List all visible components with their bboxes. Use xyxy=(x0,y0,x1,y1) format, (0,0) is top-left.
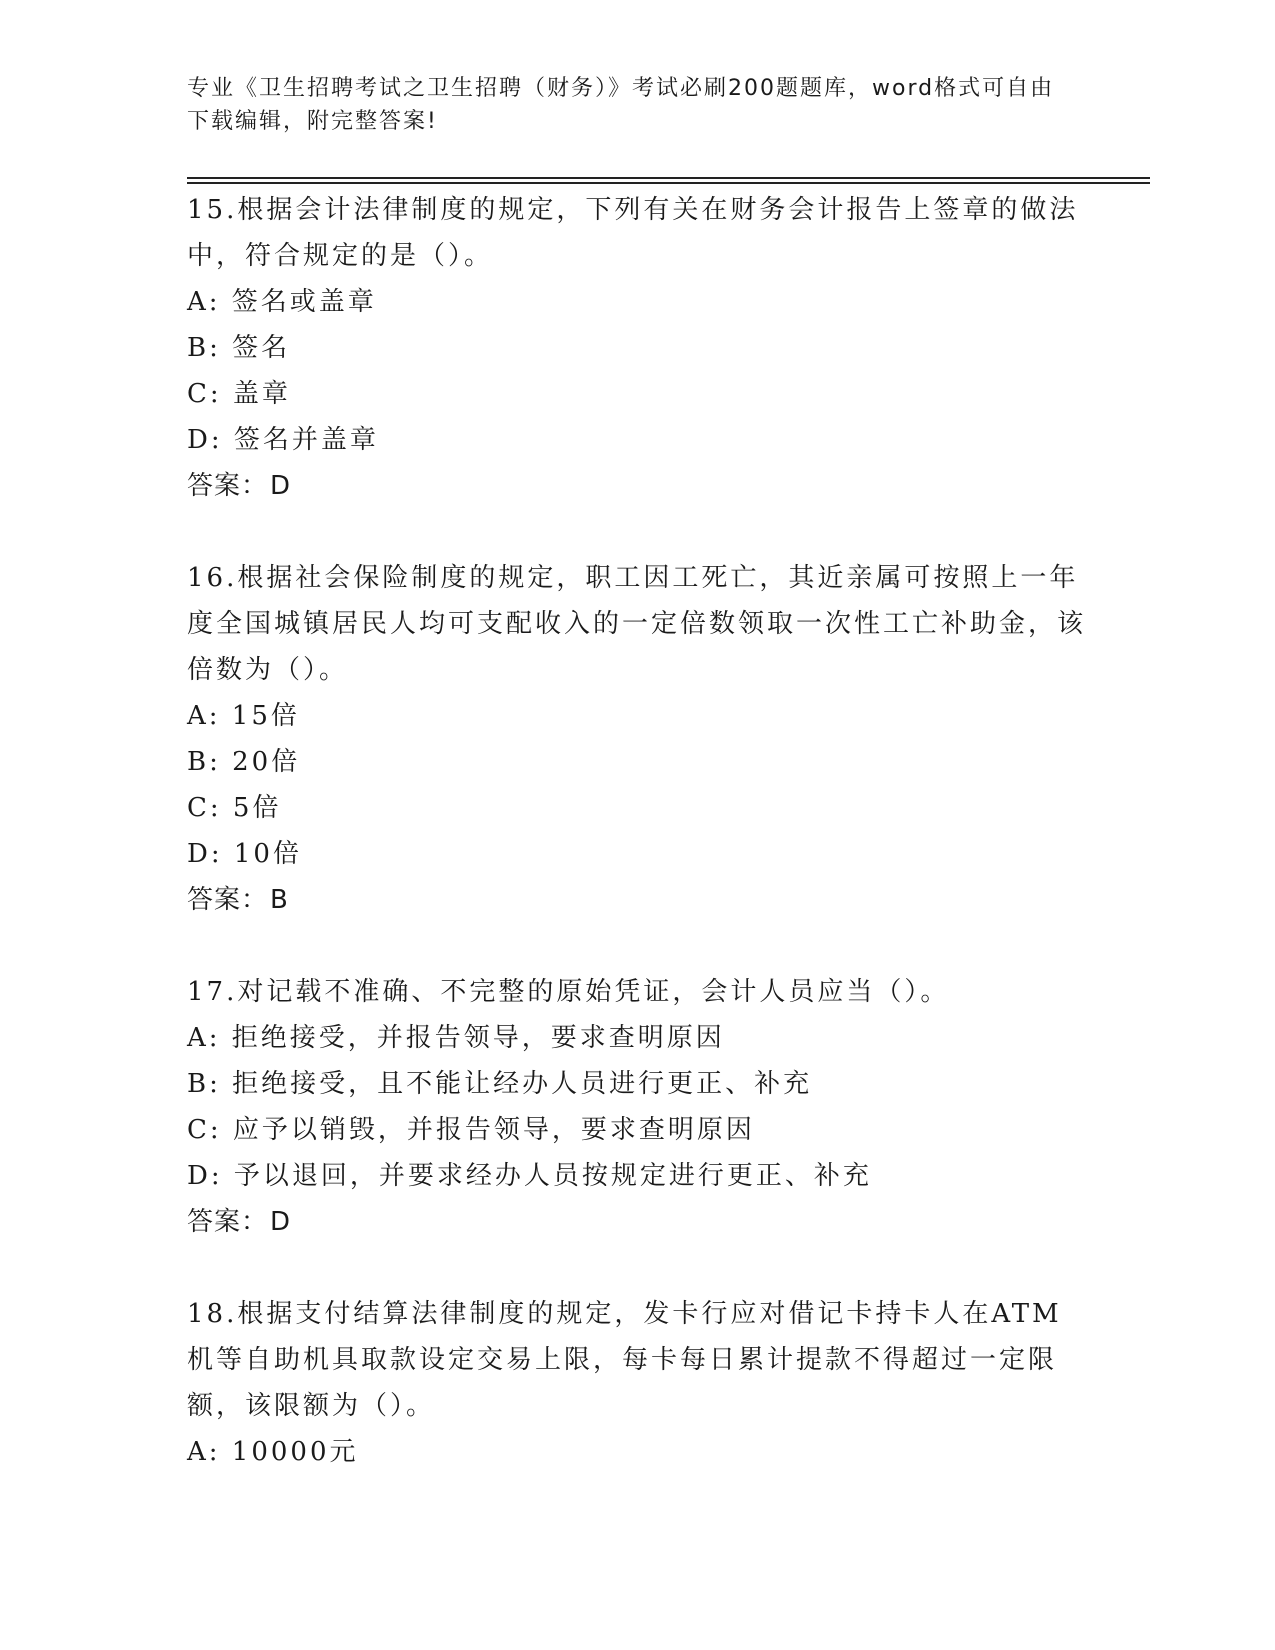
question-15 xyxy=(187,187,1087,509)
option-d: D: 予以退回，并要求经办人员按规定进行更正、补充 xyxy=(187,1161,872,1191)
question-list xyxy=(187,187,1087,1475)
option-c: C: 5倍 xyxy=(187,793,282,823)
question-stem: 16.根据社会保险制度的规定，职工因工死亡，其近亲属可按照上一年度全国城镇居民人均可支配收入的一定倍数领取一次性工亡补助金，该倍数为（）。 xyxy=(187,563,1087,685)
document-intro: 专业《卫生招聘考试之卫生招聘（财务）》考试必刷200题题库，word格式可自由下载编辑，附完整答案! xyxy=(187,76,1055,134)
option-c: C: 应予以销毁，并报告领导，要求查明原因 xyxy=(187,1115,755,1145)
question-stem: 15.根据会计法律制度的规定，下列有关在财务会计报告上签章的做法中，符合规定的是（）。 xyxy=(187,195,1079,271)
option-a: A: 10000元 xyxy=(187,1437,359,1467)
answer-label: 答案： xyxy=(187,471,269,501)
option-b: B: 签名 xyxy=(187,333,291,363)
option-a: A: 签名或盖章 xyxy=(187,287,377,317)
option-b: B: 拒绝接受，且不能让经办人员进行更正、补充 xyxy=(187,1069,813,1099)
option-d: D: 10倍 xyxy=(187,839,302,869)
answer-label: 答案： xyxy=(187,1207,269,1237)
answer-label: 答案： xyxy=(187,885,269,915)
question-17 xyxy=(187,969,1087,1245)
question-stem: 17.对记载不准确、不完整的原始凭证，会计人员应当（）。 xyxy=(187,977,950,1007)
question-16 xyxy=(187,555,1087,923)
answer-line xyxy=(187,877,1087,923)
option-d: D: 签名并盖章 xyxy=(187,425,379,455)
question-stem: 18.根据支付结算法律制度的规定，发卡行应对借记卡持卡人在ATM机等自助机具取款设定交易上限，每卡每日累计提款不得超过一定限额，该限额为（）。 xyxy=(187,1299,1062,1421)
answer-value: B xyxy=(270,885,289,915)
answer-line xyxy=(187,463,1087,509)
header-divider-top xyxy=(187,177,1150,179)
answer-line xyxy=(187,1199,1087,1245)
question-spacer xyxy=(187,509,1087,555)
question-18 xyxy=(187,1291,1087,1475)
question-spacer xyxy=(187,1245,1087,1291)
option-b: B: 20倍 xyxy=(187,747,301,777)
option-a: A: 15倍 xyxy=(187,701,300,731)
answer-value: D xyxy=(270,471,292,501)
option-c: C: 盖章 xyxy=(187,379,291,409)
option-a: A: 拒绝接受，并报告领导，要求查明原因 xyxy=(187,1023,725,1053)
question-spacer xyxy=(187,923,1087,969)
answer-value: D xyxy=(270,1207,292,1237)
header-divider-bottom xyxy=(187,182,1150,184)
